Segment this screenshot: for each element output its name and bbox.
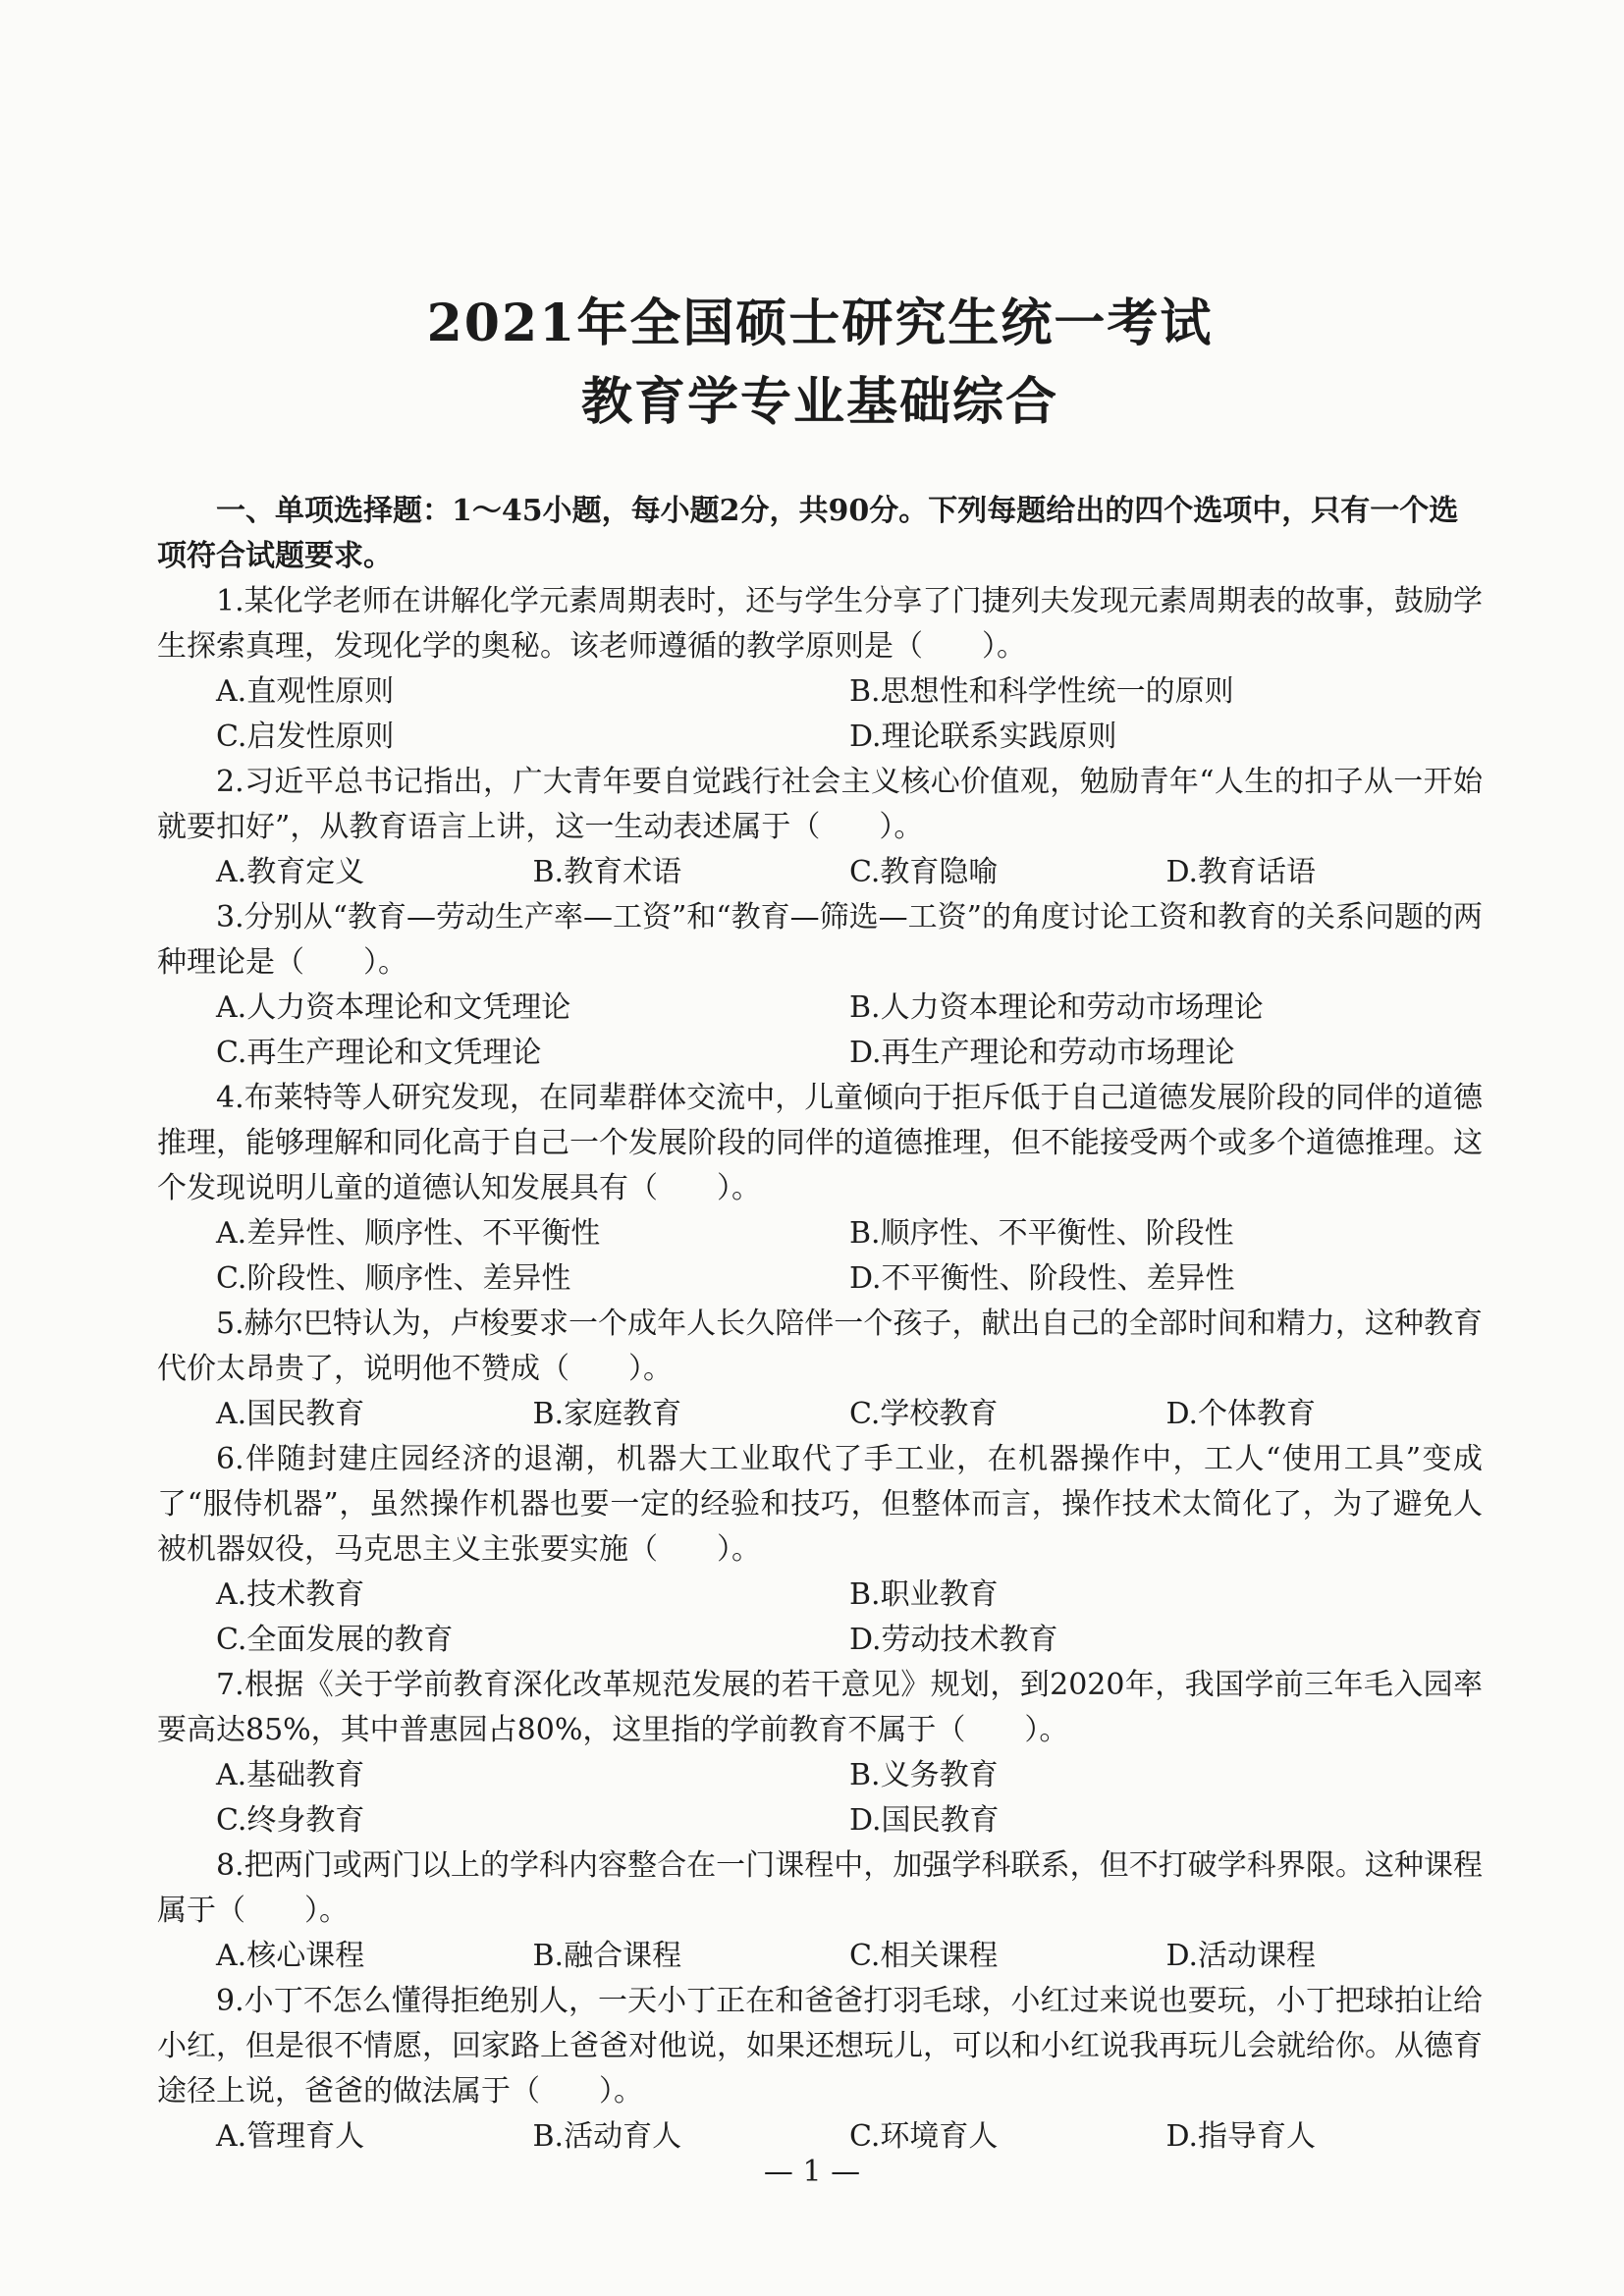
option-c: C.教育隐喻 (849, 855, 999, 889)
option-a: A.核心课程 (216, 1939, 365, 1973)
options (157, 1753, 1483, 1843)
option-c: C.再生产理论和文凭理论 (216, 1036, 542, 1070)
question (157, 760, 1483, 895)
option-b: B.家庭教育 (532, 1397, 682, 1431)
question-stem: 1.某化学老师在讲解化学元素周期表时，还与学生分享了门捷列夫发现元素周期表的故事，鼓励学生探索真理，发现化学的奥秘。该老师遵循的教学原则是（ ）。 (157, 584, 1483, 664)
option-c: C.相关课程 (849, 1939, 999, 1973)
section-instruction: 一、单项选择题：1～45小题，每小题2分，共90分。下列每题给出的四个选项中，只有一个选项符合试题要求。 (157, 494, 1459, 573)
page-number: — 1 — (763, 2155, 861, 2189)
option-a: A.差异性、顺序性、不平衡性 (216, 1216, 601, 1251)
option-b: B.职业教育 (849, 1577, 999, 1612)
option-c: C.阶段性、顺序性、差异性 (216, 1261, 571, 1296)
options (157, 1934, 1483, 1979)
question (157, 1979, 1483, 2160)
question-stem: 9.小丁不怎么懂得拒绝别人，一天小丁正在和爸爸打羽毛球，小红过来说也要玩，小丁把球拍让给小红，但是很不情愿，回家路上爸爸对他说，如果还想玩儿，可以和小红说我再玩儿会就给你。从德育途径上说，爸爸的做法属于（ ）。 (157, 1984, 1483, 2109)
option-d: D.再生产理论和劳动市场理论 (849, 1036, 1235, 1070)
option-b: B.思想性和科学性统一的原则 (849, 674, 1234, 709)
options (157, 669, 1483, 760)
option-c: C.环境育人 (849, 2119, 999, 2154)
option-d: D.个体教育 (1165, 1397, 1317, 1431)
option-b: B.教育术语 (532, 855, 682, 889)
option-b: B.活动育人 (532, 2119, 682, 2154)
question (157, 1076, 1483, 1302)
options (157, 986, 1483, 1076)
question (157, 579, 1483, 760)
exam-title: 2021年全国硕士研究生统一考试 (426, 294, 1214, 353)
title-block (157, 285, 1483, 442)
option-b: B.顺序性、不平衡性、阶段性 (849, 1216, 1234, 1251)
option-c: C.学校教育 (849, 1397, 999, 1431)
question-stem: 7.根据《关于学前教育深化改革规范发展的若干意见》规划，到2020年，我国学前三年毛入园率要高达85%，其中普惠园占80%，这里指的学前教育不属于（ ）。 (157, 1668, 1483, 1747)
options (157, 2114, 1483, 2160)
question-stem: 3.分别从“教育—劳动生产率—工资”和“教育—筛选—工资”的角度讨论工资和教育的关系问题的两种理论是（ ）。 (157, 900, 1483, 980)
option-a: A.管理育人 (216, 2119, 365, 2154)
question (157, 1843, 1483, 1979)
options (157, 1211, 1483, 1302)
question (157, 895, 1483, 1076)
option-b: B.人力资本理论和劳动市场理论 (849, 990, 1264, 1025)
option-a: A.直观性原则 (216, 674, 395, 709)
option-a: A.教育定义 (216, 855, 365, 889)
option-d: D.理论联系实践原则 (849, 720, 1117, 754)
option-a: A.技术教育 (216, 1577, 365, 1612)
options (157, 1392, 1483, 1437)
option-d: D.劳动技术教育 (849, 1623, 1058, 1657)
question (157, 1302, 1483, 1437)
option-d: D.指导育人 (1165, 2119, 1317, 2154)
options (157, 850, 1483, 895)
option-a: A.国民教育 (216, 1397, 365, 1431)
option-c: C.启发性原则 (216, 720, 395, 754)
question-stem: 6.伴随封建庄园经济的退潮，机器大工业取代了手工业，在机器操作中，工人“使用工具”变成了“服侍机器”，虽然操作机器也要一定的经验和技巧，但整体而言，操作技术太简化了，为了避免人被机器奴役，马克思主义主张要实施（ ）。 (157, 1442, 1483, 1567)
option-c: C.终身教育 (216, 1803, 365, 1838)
option-c: C.全面发展的教育 (216, 1623, 454, 1657)
option-b: B.融合课程 (532, 1939, 682, 1973)
option-d: D.国民教育 (849, 1803, 1000, 1838)
question-stem: 4.布莱特等人研究发现，在同辈群体交流中，儿童倾向于拒斥低于自己道德发展阶段的同伴的道德推理，能够理解和同化高于自己一个发展阶段的同伴的道德推理，但不能接受两个或多个道德推理。这个发现说明儿童的道德认知发展具有（ ）。 (157, 1081, 1483, 1205)
option-a: A.人力资本理论和文凭理论 (216, 990, 571, 1025)
question-stem: 8.把两门或两门以上的学科内容整合在一门课程中，加强学科联系，但不打破学科界限。这种课程属于（ ）。 (157, 1848, 1483, 1928)
question-stem: 5.赫尔巴特认为，卢梭要求一个成年人长久陪伴一个孩子，献出自己的全部时间和精力，这种教育代价太昂贵了，说明他不赞成（ ）。 (157, 1307, 1483, 1386)
option-b: B.义务教育 (849, 1758, 999, 1792)
option-d: D.教育话语 (1165, 855, 1317, 889)
option-d: D.活动课程 (1165, 1939, 1317, 1973)
exam-subject: 教育学专业基础综合 (580, 372, 1058, 432)
question (157, 1437, 1483, 1663)
option-a: A.基础教育 (216, 1758, 365, 1792)
options (157, 1573, 1483, 1663)
option-d: D.不平衡性、阶段性、差异性 (849, 1261, 1235, 1296)
question (157, 1663, 1483, 1843)
question-stem: 2.习近平总书记指出，广大青年要自觉践行社会主义核心价值观，勉励青年“人生的扣子从一开始就要扣好”，从教育语言上讲，这一生动表述属于（ ）。 (157, 765, 1483, 844)
exam-page (157, 285, 1483, 2160)
